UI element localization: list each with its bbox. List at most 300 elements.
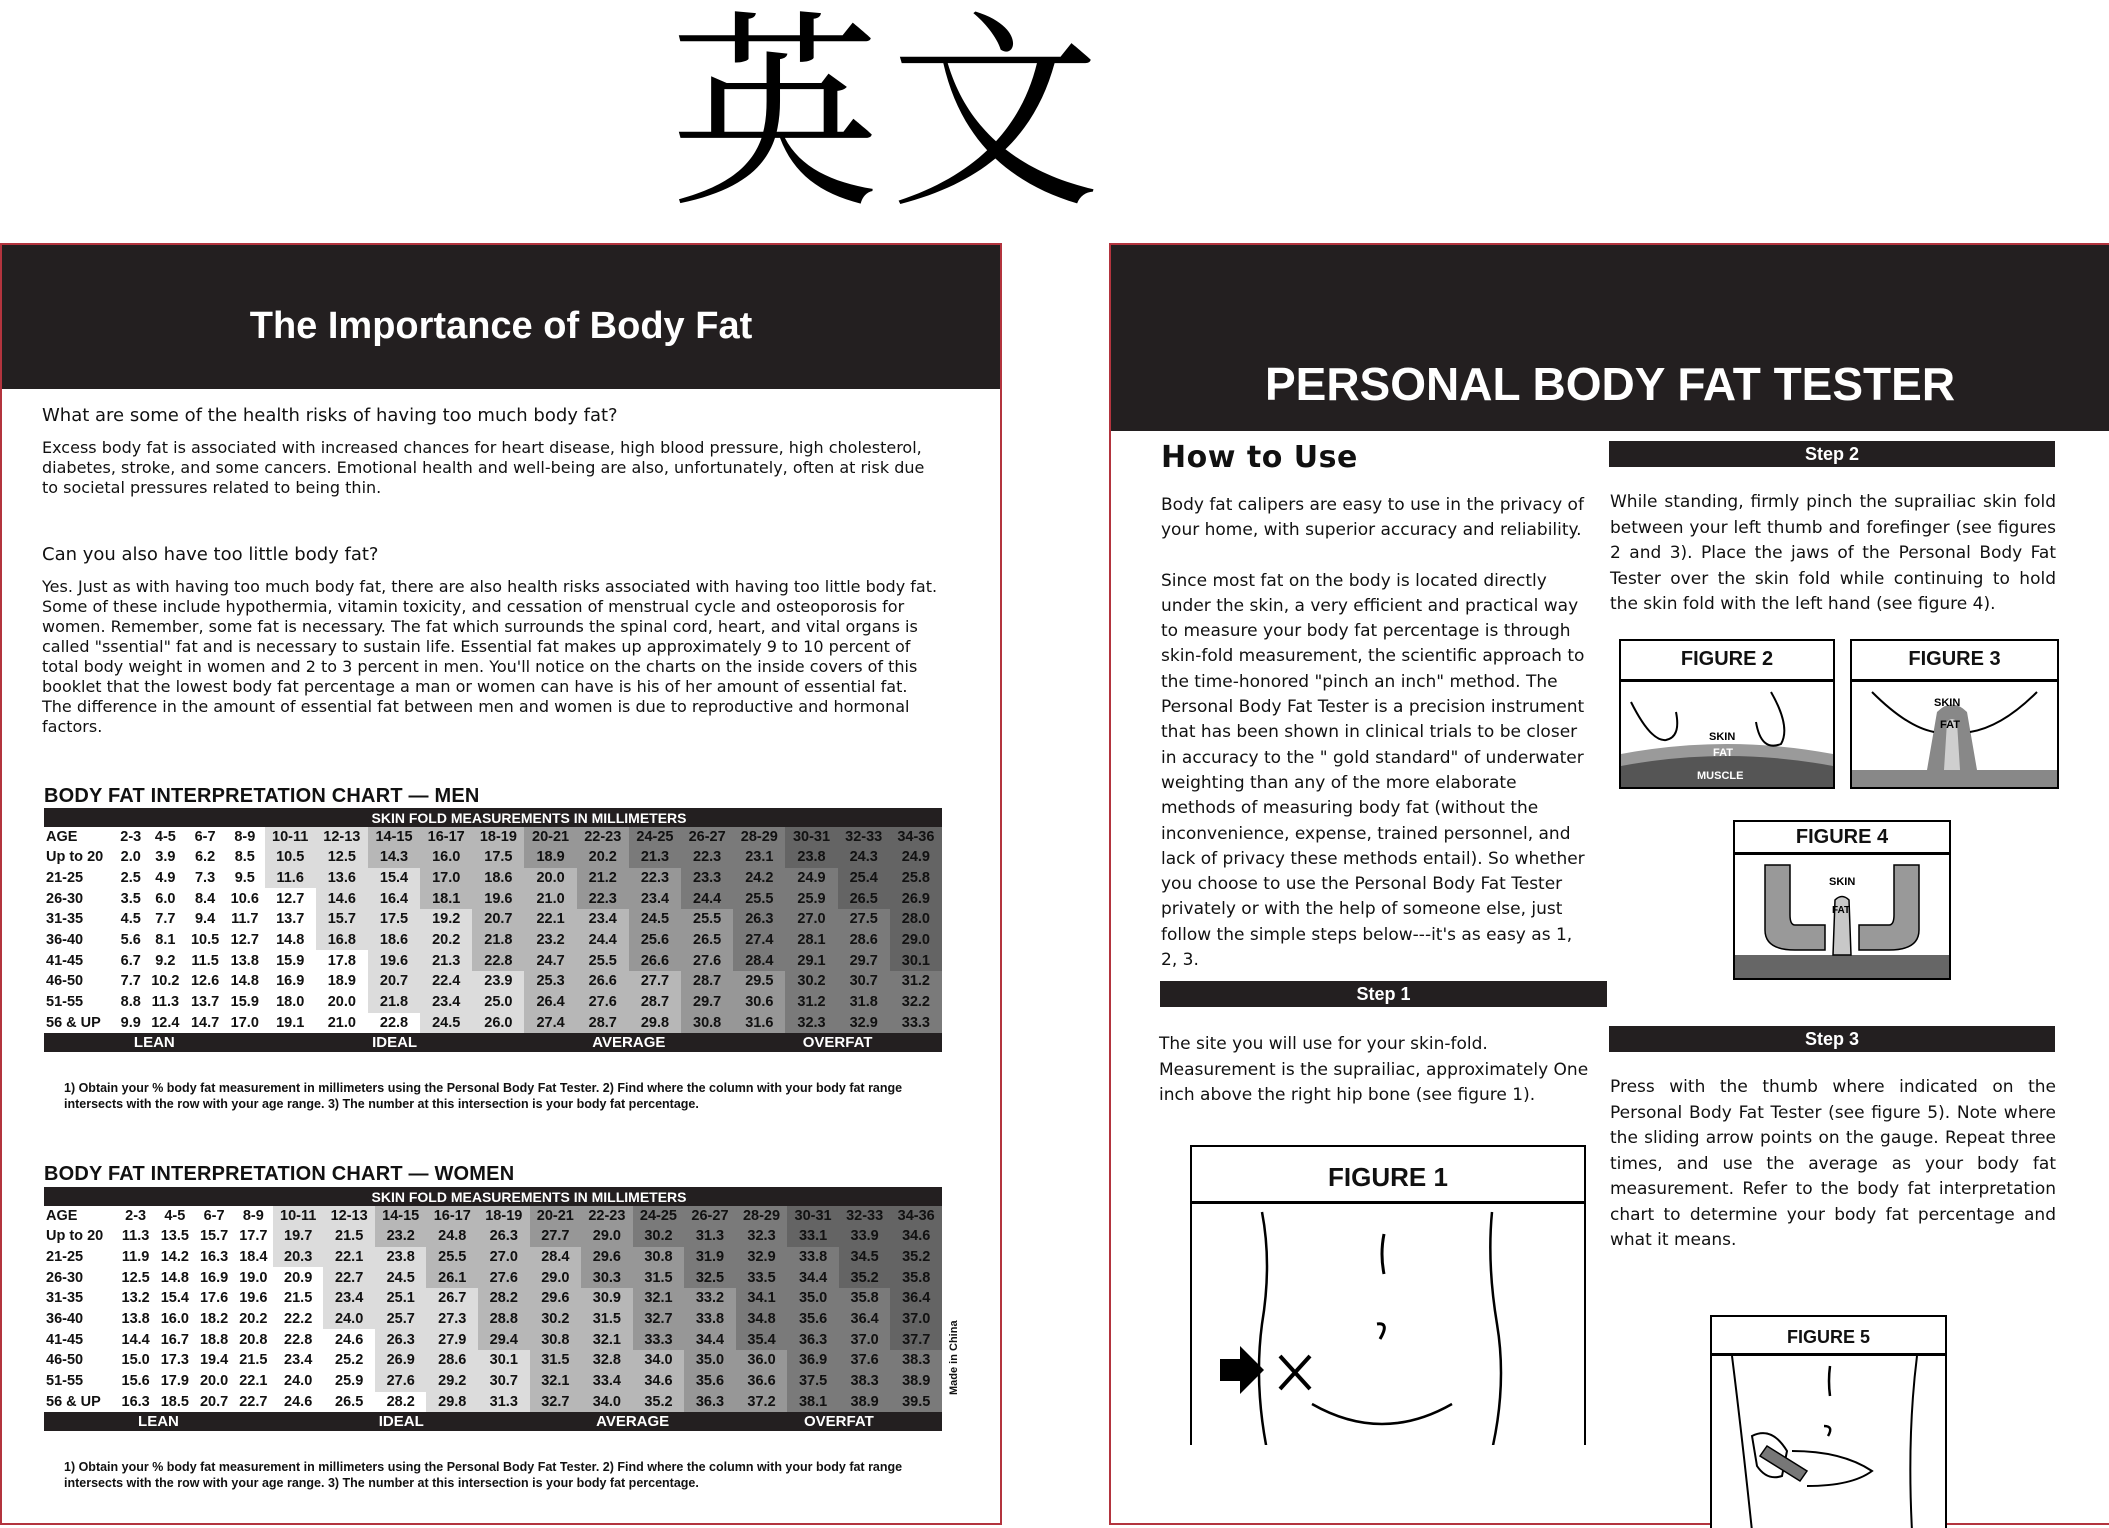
body-fat-cell: 23.8 [785, 847, 837, 868]
body-fat-cell: 33.4 [581, 1371, 633, 1392]
men-chart-table [44, 808, 942, 1052]
figure-4 [1733, 820, 1951, 980]
table-row [44, 1288, 942, 1309]
body-fat-cell: 27.4 [524, 1013, 576, 1034]
body-fat-cell: 29.7 [681, 992, 733, 1013]
body-fat-cell: 13.6 [316, 868, 368, 889]
column-header: 14-15 [368, 827, 420, 847]
age-range-cell: 21-25 [46, 870, 84, 887]
body-fat-cell: 30.8 [681, 1013, 733, 1034]
body-fat-cell: 19.0 [234, 1267, 273, 1288]
age-range-cell: 56 & UP [46, 1393, 101, 1410]
body-fat-cell: 35.2 [839, 1267, 891, 1288]
caliper-illustration [1735, 855, 1949, 980]
category-overfat: OVERFAT [736, 1412, 942, 1431]
body-fat-cell: 30.2 [785, 971, 837, 992]
body-fat-cell: 24.6 [323, 1329, 375, 1350]
column-header: 22-23 [581, 1206, 633, 1226]
body-fat-cell: 2.5 [116, 868, 146, 889]
age-range-cell: 36-40 [46, 932, 84, 949]
body-fat-cell: 21.8 [368, 992, 420, 1013]
body-fat-cell: 34.1 [736, 1288, 788, 1309]
body-fat-cell: 22.3 [629, 868, 681, 889]
body-fat-cell: 18.6 [472, 868, 524, 889]
body-fat-cell: 34.8 [736, 1309, 788, 1330]
body-fat-cell: 38.9 [890, 1371, 942, 1392]
body-fat-cell: 18.6 [368, 930, 420, 951]
step3-bar: Step 3 [1609, 1026, 2055, 1052]
body-fat-cell: 22.1 [323, 1247, 375, 1268]
table-row [44, 950, 942, 971]
body-fat-cell: 32.3 [736, 1226, 788, 1247]
column-header: 20-21 [530, 1206, 582, 1226]
body-fat-cell: 25.5 [733, 888, 785, 909]
body-fat-cell: 37.7 [890, 1329, 942, 1350]
body-fat-cell: 6.0 [146, 888, 186, 909]
column-header: 2-3 [116, 827, 146, 847]
chinese-heading: 英文 [669, 0, 1110, 237]
body-fat-cell: 26.3 [733, 909, 785, 930]
muscle-label: MUSCLE [1697, 770, 1744, 782]
column-header: 4-5 [155, 1206, 194, 1226]
body-fat-cell: 22.7 [234, 1392, 273, 1413]
body-fat-cell: 7.3 [185, 868, 225, 889]
body-fat-cell: 31.5 [633, 1267, 685, 1288]
body-fat-cell: 24.3 [838, 847, 890, 868]
body-fat-cell: 24.8 [426, 1226, 478, 1247]
body-fat-cell: 18.9 [524, 847, 576, 868]
body-fat-cell: 21.5 [273, 1288, 323, 1309]
body-fat-cell: 33.5 [736, 1267, 788, 1288]
body-fat-cell: 28.6 [426, 1350, 478, 1371]
body-fat-cell: 18.0 [265, 992, 316, 1013]
body-fat-cell: 19.6 [234, 1288, 273, 1309]
body-fat-cell: 30.7 [838, 971, 890, 992]
body-fat-cell: 25.5 [577, 950, 629, 971]
body-fat-cell: 9.5 [225, 868, 265, 889]
body-fat-cell: 34.0 [633, 1350, 685, 1371]
column-header: 30-31 [787, 1206, 839, 1226]
body-fat-cell: 13.8 [225, 950, 265, 971]
body-fat-cell: 39.5 [890, 1392, 942, 1413]
body-fat-cell: 25.1 [375, 1288, 427, 1309]
body-fat-cell: 30.3 [581, 1267, 633, 1288]
figure-3-title: FIGURE 3 [1852, 641, 2057, 682]
column-header: 32-33 [838, 827, 890, 847]
body-fat-cell: 35.0 [787, 1288, 839, 1309]
body-fat-cell: 32.7 [530, 1392, 582, 1413]
table-row [44, 1329, 942, 1350]
body-fat-cell: 18.9 [316, 971, 368, 992]
column-header: 34-36 [890, 1206, 942, 1226]
column-header: 4-5 [146, 827, 186, 847]
body-fat-cell: 32.1 [530, 1371, 582, 1392]
body-fat-cell: 10.2 [146, 971, 186, 992]
table-row [44, 868, 942, 889]
table-row [44, 930, 942, 951]
column-header: 16-17 [420, 827, 472, 847]
body-fat-cell: 14.8 [225, 971, 265, 992]
body-fat-cell: 26.4 [524, 992, 576, 1013]
body-fat-cell: 20.7 [368, 971, 420, 992]
body-fat-cell: 11.9 [116, 1247, 155, 1268]
body-fat-cell: 27.0 [478, 1247, 530, 1268]
body-fat-cell: 35.8 [839, 1288, 891, 1309]
body-fat-cell: 37.6 [839, 1350, 891, 1371]
column-header: 12-13 [323, 1206, 375, 1226]
men-chart-title: BODY FAT INTERPRETATION CHART — MEN [44, 785, 480, 807]
body-fat-cell: 28.6 [838, 930, 890, 951]
body-fat-cell: 15.4 [155, 1288, 194, 1309]
body-fat-cell: 32.8 [581, 1350, 633, 1371]
age-range-cell: 26-30 [46, 1269, 84, 1286]
body-fat-cell: 23.9 [472, 971, 524, 992]
body-fat-cell: 32.5 [684, 1267, 736, 1288]
body-fat-cell: 12.7 [225, 930, 265, 951]
body-fat-cell: 6.7 [116, 950, 146, 971]
body-fat-cell: 20.7 [472, 909, 524, 930]
step2-text: While standing, firmly pinch the suprailiac skin fold between your left thumb and forefinger (see figures 2 and 3). Place the jaws of the Personal Body Fat Tester over the skin fold while continuing to hold the skin fold with the left hand (see figure 4). [1610, 492, 2056, 614]
body-fat-cell: 29.8 [629, 1013, 681, 1034]
age-range-cell: Up to 20 [46, 1228, 104, 1245]
age-header: AGE [46, 1208, 78, 1224]
body-fat-cell: 30.8 [530, 1329, 582, 1350]
body-fat-cell: 19.4 [194, 1350, 233, 1371]
body-fat-cell: 38.3 [890, 1350, 942, 1371]
body-fat-cell: 20.3 [273, 1247, 323, 1268]
body-fat-cell: 21.5 [323, 1226, 375, 1247]
body-fat-cell: 35.2 [633, 1392, 685, 1413]
body-fat-cell: 22.8 [472, 950, 524, 971]
body-fat-cell: 8.5 [225, 847, 265, 868]
fat-label: FAT [1940, 719, 1960, 731]
body-fat-cell: 36.9 [787, 1350, 839, 1371]
body-fat-cell: 31.8 [838, 992, 890, 1013]
body-fat-cell: 34.4 [787, 1267, 839, 1288]
body-fat-cell: 18.2 [194, 1309, 233, 1330]
step1-text: The site you will use for your skin-fold. Measurement is the suprailiac, approximately One inch above the right hip bone (see figure 1). [1159, 1034, 1589, 1105]
body-fat-cell: 10.6 [225, 888, 265, 909]
body-fat-cell: 29.7 [838, 950, 890, 971]
body-fat-cell: 27.6 [577, 992, 629, 1013]
table-row [44, 847, 942, 868]
figure-4-title: FIGURE 4 [1735, 822, 1949, 855]
body-fat-cell: 27.9 [426, 1329, 478, 1350]
body-fat-cell: 23.3 [681, 868, 733, 889]
body-fat-cell: 25.8 [890, 868, 942, 889]
figure-5 [1710, 1315, 1947, 1528]
pinch-illustration [1621, 682, 1833, 789]
body-fat-cell: 36.3 [787, 1329, 839, 1350]
body-fat-cell: 20.0 [194, 1371, 233, 1392]
body-fat-cell: 23.8 [375, 1247, 427, 1268]
step3-text: Press with the thumb where indicated on the Personal Body Fat Tester (see figure 5). Note where the sliding arrow points on the gauge. Repeat three times, and use the average as your body fat measurement. Refer to the body fat interpretation chart to determine your body fat percentage and what it means. [1610, 1077, 2056, 1250]
body-fat-cell: 26.9 [890, 888, 942, 909]
body-fat-cell: 15.9 [265, 950, 316, 971]
body-fat-cell: 25.2 [323, 1350, 375, 1371]
body-fat-cell: 36.3 [684, 1392, 736, 1413]
body-fat-cell: 28.7 [629, 992, 681, 1013]
body-fat-cell: 24.4 [577, 930, 629, 951]
figure-1 [1190, 1145, 1586, 1445]
body-fat-cell: 29.5 [733, 971, 785, 992]
body-fat-cell: 14.6 [316, 888, 368, 909]
body-fat-cell: 21.2 [577, 868, 629, 889]
column-header: 8-9 [225, 827, 265, 847]
age-range-cell: 56 & UP [46, 1014, 101, 1031]
body-fat-cell: 24.7 [524, 950, 576, 971]
age-range-cell: 41-45 [46, 1331, 84, 1348]
body-fat-cell: 16.9 [265, 971, 316, 992]
body-fat-cell: 25.6 [629, 930, 681, 951]
body-fat-cell: 11.6 [265, 868, 316, 889]
category-average: AVERAGE [524, 1033, 733, 1052]
body-fat-cell: 23.2 [375, 1226, 427, 1247]
body-fat-cell: 9.9 [116, 1013, 146, 1034]
body-fat-cell: 20.0 [524, 868, 576, 889]
body-fat-cell: 17.6 [194, 1288, 233, 1309]
body-fat-cell: 17.0 [420, 868, 472, 889]
body-fat-cell: 16.9 [194, 1267, 233, 1288]
body-fat-cell: 36.4 [839, 1309, 891, 1330]
body-fat-cell: 38.1 [787, 1392, 839, 1413]
age-range-cell: 46-50 [46, 1352, 84, 1369]
body-fat-cell: 27.4 [733, 930, 785, 951]
body-fat-cell: 25.7 [375, 1309, 427, 1330]
age-range-cell: 51-55 [46, 994, 84, 1011]
body-fat-cell: 21.3 [420, 950, 472, 971]
body-fat-cell: 27.5 [838, 909, 890, 930]
body-fat-cell: 28.2 [375, 1392, 427, 1413]
category-ideal: IDEAL [265, 1033, 525, 1052]
body-fat-cell: 32.2 [890, 992, 942, 1013]
skin-label: SKIN [1934, 697, 1961, 709]
body-fat-cell: 23.4 [577, 909, 629, 930]
body-fat-cell: 16.0 [155, 1309, 194, 1330]
body-fat-cell: 26.7 [426, 1288, 478, 1309]
body-fat-cell: 35.2 [890, 1247, 942, 1268]
body-fat-cell: 30.1 [890, 950, 942, 971]
body-fat-cell: 21.3 [629, 847, 681, 868]
answer-too-little: Yes. Just as with having too much body fat, there are also health risks associated with having too little body fat. Some of these include hypothermia, vitamin toxicity, and cessation of menstrual cycle and osteoporosis for women. Remember, some fat is necessary. The fat which surrounds the spinal cord, heart, and vital organs is called "ssential" fat and is necessary to sustain life. Essential fat makes up approximately 9 to 10 percent of total body weight in women and 2 to 3 percent in men. You'll notice on the charts on the inside covers of this booklet that the lowest body fat percentage a man or women can have is his of her amount of essential fat. The difference in the amount of essential fat between men and women is due to reproductive and hormonal factors. [42, 577, 938, 736]
body-fat-cell: 26.9 [375, 1350, 427, 1371]
body-fat-cell: 15.7 [194, 1226, 233, 1247]
pinch-closeup-illustration [1852, 682, 2057, 789]
body-fat-cell: 26.6 [629, 950, 681, 971]
body-fat-cell: 19.6 [472, 888, 524, 909]
body-fat-cell: 12.7 [265, 888, 316, 909]
column-header: 10-11 [273, 1206, 323, 1226]
body-fat-cell: 24.0 [273, 1371, 323, 1392]
body-fat-cell: 6.2 [185, 847, 225, 868]
body-fat-cell: 34.0 [581, 1392, 633, 1413]
body-fat-cell: 19.7 [273, 1226, 323, 1247]
women-chart-table [44, 1187, 942, 1431]
body-fat-cell: 26.5 [838, 888, 890, 909]
body-fat-cell: 22.1 [524, 909, 576, 930]
body-fat-cell: 17.3 [155, 1350, 194, 1371]
body-fat-cell: 15.0 [116, 1350, 155, 1371]
body-fat-cell: 23.2 [524, 930, 576, 951]
body-fat-cell: 9.2 [146, 950, 186, 971]
body-fat-cell: 33.8 [684, 1309, 736, 1330]
body-fat-cell: 24.5 [375, 1267, 427, 1288]
body-fat-cell: 20.9 [273, 1267, 323, 1288]
skinfold-header: SKIN FOLD MEASUREMENTS IN MILLIMETERS [116, 1187, 942, 1206]
body-fat-cell: 28.4 [733, 950, 785, 971]
body-fat-cell: 35.8 [890, 1267, 942, 1288]
intro-paragraph-1: Body fat calipers are easy to use in the privacy of your home, with superior accuracy and reliability. [1161, 495, 1584, 541]
body-fat-cell: 17.0 [225, 1013, 265, 1034]
body-fat-cell: 23.1 [733, 847, 785, 868]
column-header: 34-36 [890, 827, 942, 847]
skin-label: SKIN [1829, 876, 1856, 888]
column-header: 24-25 [633, 1206, 685, 1226]
body-fat-cell: 15.6 [116, 1371, 155, 1392]
body-fat-cell: 25.4 [838, 868, 890, 889]
body-fat-cell: 12.6 [185, 971, 225, 992]
body-fat-cell: 37.5 [787, 1371, 839, 1392]
body-fat-cell: 11.5 [185, 950, 225, 971]
body-fat-cell: 10.5 [185, 930, 225, 951]
body-fat-cell: 30.7 [478, 1371, 530, 1392]
body-fat-cell: 12.5 [116, 1267, 155, 1288]
body-fat-cell: 22.1 [234, 1371, 273, 1392]
column-header: 28-29 [733, 827, 785, 847]
body-fat-cell: 29.1 [785, 950, 837, 971]
body-fat-cell: 9.4 [185, 909, 225, 930]
column-header: 26-27 [684, 1206, 736, 1226]
body-fat-cell: 22.8 [273, 1329, 323, 1350]
skinfold-header: SKIN FOLD MEASUREMENTS IN MILLIMETERS [116, 808, 942, 827]
body-fat-cell: 29.2 [426, 1371, 478, 1392]
body-fat-cell: 27.6 [478, 1267, 530, 1288]
column-header: 20-21 [524, 827, 576, 847]
body-fat-cell: 35.6 [787, 1309, 839, 1330]
table-row [44, 1247, 942, 1268]
body-fat-cell: 27.3 [426, 1309, 478, 1330]
age-range-cell: 21-25 [46, 1249, 84, 1266]
body-fat-cell: 19.6 [368, 950, 420, 971]
body-fat-cell: 16.3 [116, 1392, 155, 1413]
body-fat-cell: 14.8 [155, 1267, 194, 1288]
body-fat-cell: 23.4 [420, 992, 472, 1013]
body-fat-cell: 21.5 [234, 1350, 273, 1371]
skin-label: SKIN [1709, 731, 1736, 743]
body-fat-cell: 27.7 [629, 971, 681, 992]
body-fat-cell: 8.1 [146, 930, 186, 951]
table-row [44, 971, 942, 992]
body-fat-cell: 11.3 [146, 992, 186, 1013]
body-fat-cell: 32.9 [838, 1013, 890, 1034]
body-fat-cell: 18.8 [194, 1329, 233, 1350]
right-page-title: PERSONAL BODY FAT TESTER [1111, 245, 2109, 431]
body-fat-cell: 4.5 [116, 909, 146, 930]
body-fat-cell: 12.4 [146, 1013, 186, 1034]
age-range-cell: 51-55 [46, 1373, 84, 1390]
column-header: 32-33 [839, 1206, 891, 1226]
arrow-icon [1220, 1346, 1264, 1394]
body-fat-cell: 35.4 [736, 1329, 788, 1350]
body-fat-cell: 17.5 [472, 847, 524, 868]
column-header: 8-9 [234, 1206, 273, 1226]
age-range-cell: Up to 20 [46, 849, 104, 866]
body-fat-cell: 13.2 [116, 1288, 155, 1309]
column-header: 18-19 [478, 1206, 530, 1226]
body-fat-cell: 15.4 [368, 868, 420, 889]
column-header: 26-27 [681, 827, 733, 847]
body-fat-cell: 24.0 [323, 1309, 375, 1330]
body-fat-cell: 33.3 [633, 1329, 685, 1350]
body-fat-cell: 8.8 [116, 992, 146, 1013]
how-to-use-section [1161, 440, 1593, 973]
table-row [44, 1226, 942, 1247]
body-fat-cell: 26.1 [426, 1267, 478, 1288]
category-average: AVERAGE [530, 1412, 736, 1431]
column-header: 2-3 [116, 1206, 155, 1226]
body-fat-cell: 20.0 [316, 992, 368, 1013]
age-header: AGE [46, 829, 78, 845]
body-fat-cell: 20.2 [420, 930, 472, 951]
body-fat-cell: 27.0 [785, 909, 837, 930]
body-fat-cell: 25.0 [472, 992, 524, 1013]
column-header: 14-15 [375, 1206, 427, 1226]
torso-illustration [1192, 1204, 1584, 1445]
category-lean: LEAN [44, 1412, 273, 1431]
age-range-cell: 31-35 [46, 911, 84, 928]
body-fat-cell: 36.6 [736, 1371, 788, 1392]
figure-3 [1850, 639, 2059, 789]
body-fat-cell: 36.4 [890, 1288, 942, 1309]
body-fat-cell: 25.5 [426, 1247, 478, 1268]
column-header: 6-7 [194, 1206, 233, 1226]
fat-label: FAT [1832, 905, 1851, 916]
body-fat-cell: 28.7 [681, 971, 733, 992]
body-fat-cell: 20.2 [234, 1309, 273, 1330]
measurement-illustration [1712, 1356, 1945, 1528]
body-fat-cell: 17.7 [234, 1226, 273, 1247]
body-fat-cell: 37.0 [890, 1309, 942, 1330]
table-row [44, 992, 942, 1013]
table-row [44, 888, 942, 909]
body-fat-cell: 24.4 [681, 888, 733, 909]
body-fat-cell: 17.5 [368, 909, 420, 930]
body-fat-cell: 22.7 [323, 1267, 375, 1288]
column-header: 10-11 [265, 827, 316, 847]
body-fat-cell: 19.2 [420, 909, 472, 930]
body-fat-cell: 14.4 [116, 1329, 155, 1350]
body-fat-cell: 29.0 [530, 1267, 582, 1288]
body-fat-cell: 14.7 [185, 1013, 225, 1034]
body-fat-cell: 29.6 [530, 1288, 582, 1309]
body-fat-cell: 27.6 [681, 950, 733, 971]
body-fat-cell: 21.8 [472, 930, 524, 951]
body-fat-cell: 35.0 [684, 1350, 736, 1371]
figure-1-title: FIGURE 1 [1192, 1147, 1584, 1204]
body-fat-cell: 31.3 [478, 1392, 530, 1413]
question-too-little: Can you also have too little body fat? [42, 544, 379, 565]
body-fat-cell: 3.5 [116, 888, 146, 909]
body-fat-cell: 31.5 [530, 1350, 582, 1371]
body-fat-cell: 12.5 [316, 847, 368, 868]
body-fat-cell: 24.9 [785, 868, 837, 889]
body-fat-cell: 23.4 [273, 1350, 323, 1371]
body-fat-cell: 29.6 [581, 1247, 633, 1268]
body-fat-cell: 26.6 [577, 971, 629, 992]
table-row [44, 1013, 942, 1034]
fat-label: FAT [1713, 747, 1733, 759]
body-fat-cell: 14.2 [155, 1247, 194, 1268]
